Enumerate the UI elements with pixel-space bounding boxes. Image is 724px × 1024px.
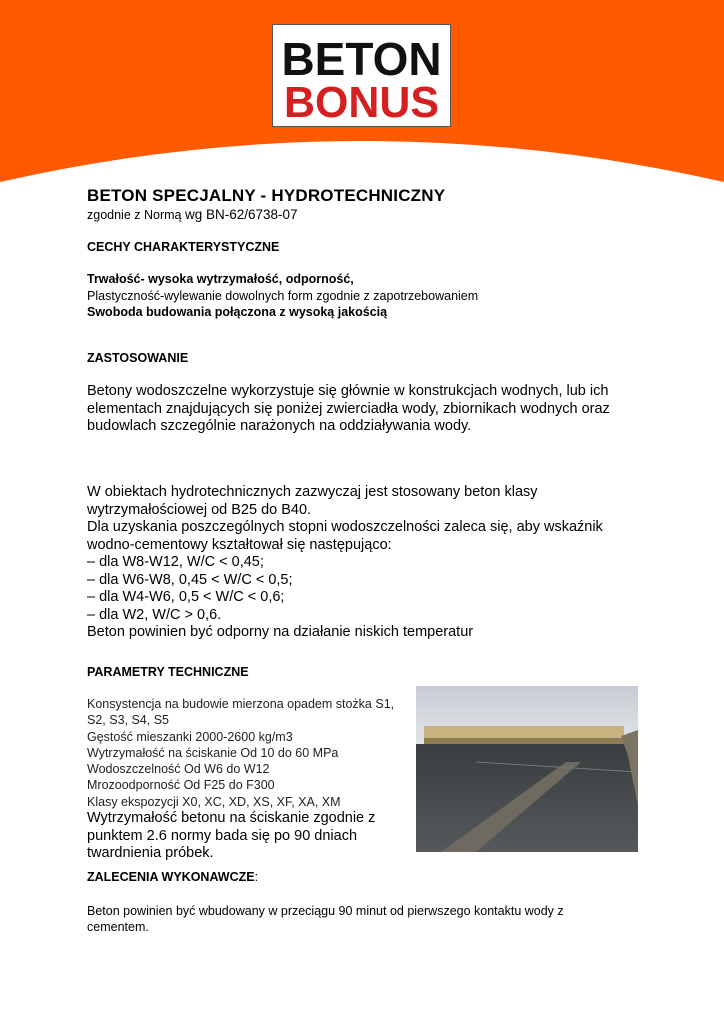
recommendation-line: cementem. [87, 920, 149, 934]
recommendations-heading-row [87, 870, 258, 884]
text-line: Dla uzyskania poszczególnych stopni wodoszczelności zaleca się, aby wskaźnik [87, 519, 603, 535]
parameters-heading: PARAMETRY TECHNICZNE [87, 665, 249, 679]
parameter-line: Konsystencja na budowie mierzona opadem stożka S1, [87, 697, 395, 711]
text-line: – dla W6-W8, 0,45 < W/C < 0,5; [87, 571, 293, 588]
recommendations-heading: ZALECENIA WYKONAWCZE [87, 870, 255, 884]
parameter-note-line: Wytrzymałość betonu na ściskanie zgodnie z [87, 810, 376, 827]
text-line: Beton powinien być odporny na działanie niskich temperatur [87, 624, 474, 640]
parameter-line: S2, S3, S4, S5 [87, 713, 169, 728]
parameter-line: Gęstość mieszanki 2000-2600 kg/m3 [87, 729, 293, 744]
page-title: BETON SPECJALNY - HYDROTECHNICZNY [87, 186, 446, 205]
logo-line-beton: BETON [281, 33, 442, 85]
feature-item-durability: Trwałość- wysoka wytrzymałość, odporność, [87, 272, 354, 286]
logo-line-bonus: BONUS [284, 78, 439, 126]
text-line: – dla W8-W12, W/C < 0,45; [87, 554, 264, 570]
parameter-note-line: twardnienia próbek. [87, 845, 214, 862]
parameter-note-line: punktem 2.6 normy bada się po 90 dniach [87, 827, 358, 844]
text-line: – dla W2, W/C > 0,6. [87, 606, 222, 623]
text-line: wytrzymałościowej od B25 do B40. [87, 501, 312, 518]
text-line: elementach znajdujących się poniżej zwierciadła wody, zbiornikach wodnych oraz [87, 400, 610, 417]
photo-wall [424, 726, 624, 740]
parameter-line: Wytrzymałość na ściskanie Od 10 do 60 MPa [87, 745, 339, 760]
feature-item-plasticity: Plastyczność-wylewanie dowolnych form zgodnie z zapotrzebowaniem [87, 289, 479, 303]
text-line: W obiektach hydrotechnicznych zazwyczaj jest stosowany beton klasy [87, 484, 538, 500]
features-heading: CECHY CHARAKTERYSTYCZNE [87, 240, 280, 254]
text-line: Betony wodoszczelne wykorzystuje się głównie w konstrukcjach wodnych, lub ich [87, 383, 609, 399]
parameter-line: Klasy ekspozycji X0, XC, XD, XS, XF, XA, XM [87, 794, 341, 809]
subtitle-prefix: zgodnie z Normą [87, 208, 185, 222]
heading-colon: : [254, 870, 259, 884]
feature-item-freedom: Swoboda budowania połączona z wysoką jakością [87, 305, 388, 319]
parameters-list [87, 696, 417, 863]
text-line: budowlach szczególnie narażonych na oddziaływania wody. [87, 418, 472, 434]
parameter-line: Wodoszczelność Od W6 do W12 [87, 762, 270, 777]
construction-photo [416, 686, 638, 852]
norm-subtitle [87, 207, 298, 222]
recommendation-line: Beton powinien być wbudowany w przeciągu 90 minut od pierwszego kontaktu wody z [87, 904, 564, 918]
subtitle-norm: wg BN-62/6738-07 [184, 207, 298, 222]
text-line: – dla W4-W6, 0,5 < W/C < 0,6; [87, 589, 285, 605]
text-line: wodno-cementowy kształtował się następująco: [87, 536, 392, 553]
photo-wall-shadow [424, 738, 624, 744]
usage-paragraph-1 [87, 383, 627, 436]
logo [272, 24, 451, 127]
usage-heading: ZASTOSOWANIE [87, 351, 189, 365]
parameter-line: Mrozoodporność Od F25 do F300 [87, 778, 275, 793]
usage-paragraph-2 [87, 484, 627, 642]
